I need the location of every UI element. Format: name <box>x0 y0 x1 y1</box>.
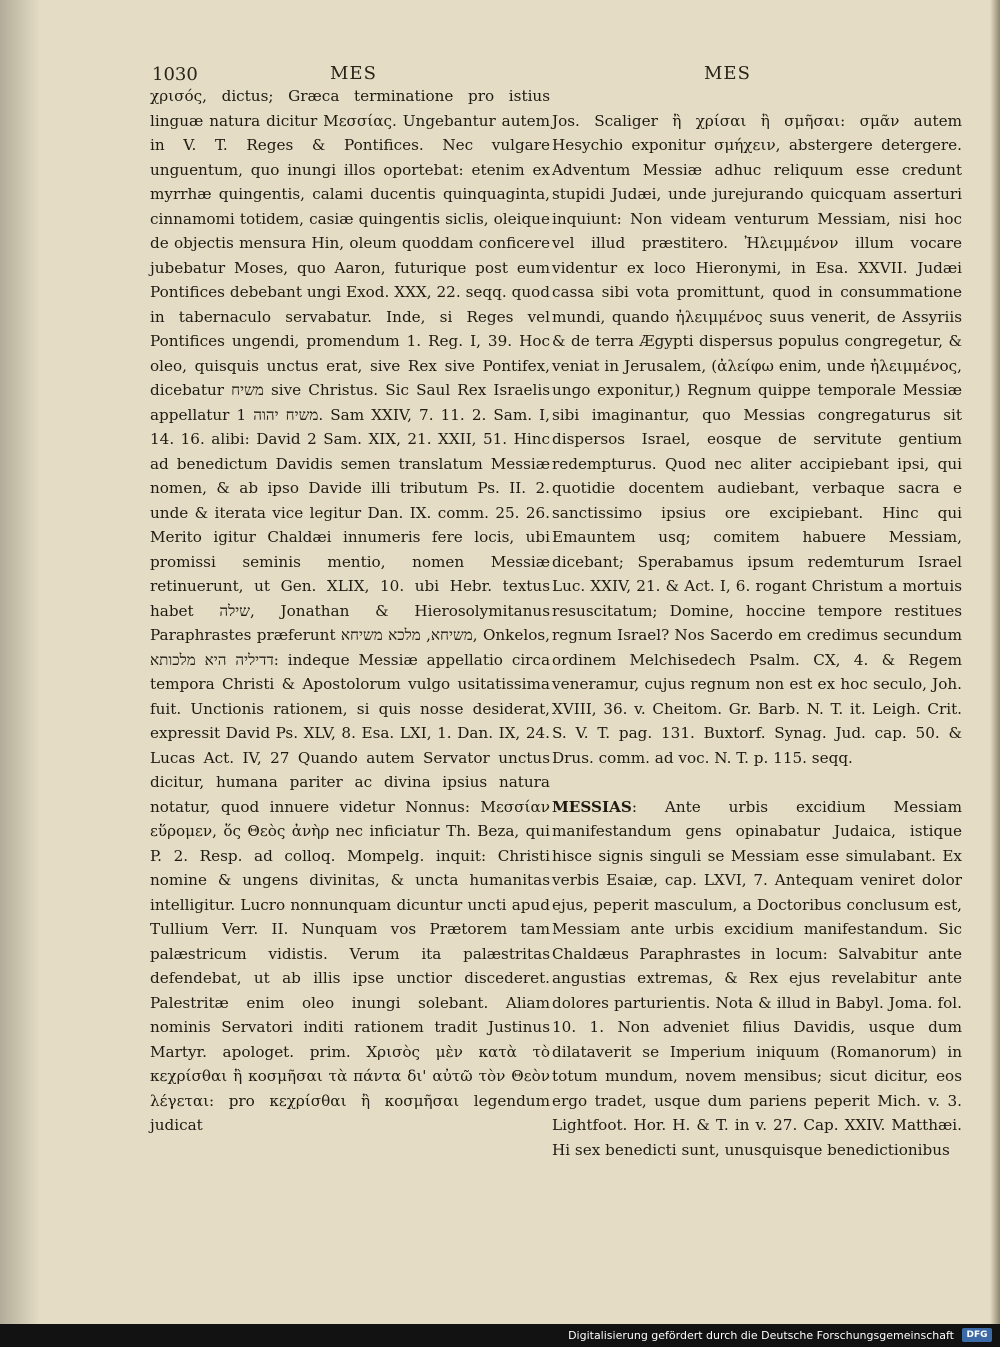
messias-entry <box>552 795 962 1163</box>
page-number: 1030 <box>152 64 198 85</box>
footer-credit-text: Digitalisierung gefördert durch die Deutsche Forschungsgemeinschaft <box>568 1329 954 1342</box>
right-column <box>552 84 962 1187</box>
sheet-edge <box>990 0 1000 1324</box>
dfg-logo: DFG <box>962 1328 992 1342</box>
digitization-footer <box>0 1324 1000 1347</box>
running-head-left: MES <box>330 63 377 84</box>
gutter-shadow <box>0 0 40 1324</box>
running-head-right: MES <box>704 63 751 84</box>
right-column-text-bottom: : Ante urbis excidium Messiam manifestandum gens opinabatur Judaica, istique hisce signis singuli se Messiam esse simulabant. Ex verbis Esaiæ, cap. LXVI, 7. Antequam veniret dolor ejus, peperit masculum, a Doctoribus conclusum est, Messiam ante urbis excidium manifestandum. Sic Chaldæus Paraphrastes in locum: Salvabitur ante angustias extremas, & Rex ejus revelabitur ante dolores parturientis. Nota & illud in Babyl. Joma. fol. 10. 1. Non adveniet filius Davidis, usque dum dilataverit se Imperium iniquum (Romanorum) in totum mundum, novem mensibus; sicut dicitur, eos ergo tradet, usque dum pariens peperit Mich. v. 3. Lightfoot. Hor. H. & T. in v. 27. Cap. XXIV. Matthæi. Hi sex benedicti sunt, unusquisque benedictionibus <box>552 797 962 1159</box>
left-column-text: χρισός, dictus; Græca terminatione pro istius linguæ natura dicitur Μεσσίας. Ungebantur autem in V. T. Reges & Pontifices. Nec vulgare unguentum, quo inungi illos oportebat: etenim ex myrrhæ quingentis, calami ducentis quinquaginta, cinnamomi totidem, casiæ quingentis siclis, oleique de objectis mensura Hin, oleum quoddam conficere jubebatur Moses, quo Aaron, futurique post eum Pontifices debebant ungi Exod. XXX, 22. seqq. quod in tabernaculo servabatur. Inde, si Reges vel Pontifices ungendi, promendum 1. Reg. I, 39. Hoc oleo, quisquis unctus erat, sive Rex sive Pontifex, dicebatur משיח sive Christus. Sic Saul Rex Israelis appellatur משיח יהוה 1. Sam XXIV, 7. 11. 2. Sam. I, 14. 16. alibi: David 2 Sam. XIX, 21. XXII, 51. Hinc ad benedictum Davidis semen translatum Messiæ nomen, & ab ipso Davide illi tributum Ps. II. 2. unde & iterata vice legitur Dan. IX. comm. 25. 26. Merito igitur Chaldæi innumeris fere locis, ubi promissi seminis mentio, nomen Messiæ retinuerunt, ut Gen. XLIX, 10. ubi Hebr. textus habet שילה, Jonathan & Hierosolymitanus Paraphrastes præferunt משיחא, מלכא משיחא, Onkelos, דדיליה היא מלכותא: indeque Messiæ appellatio circa tempora Christi & Apostolorum vulgo usitatissima fuit. Unctionis rationem, si quis nosse desiderat, expressit David Ps. XLV, 8. Esa. LXI, 1. Dan. IX, 24. Lucas Act. IV, 27 Quando autem Servator unctus dicitur, humana pariter ac divina ipsius natura notatur, quod innuere videtur Nonnus: Μεσσίαν εὕρομεν, ὅς Θεὸς ἀνὴρ nec inficiatur Th. Beza, qui P. 2. Resp. ad colloq. Mompelg. inquit: Christi nomine & ungens divinitas, & uncta humanitas intelligitur. Lucro nonnunquam dicuntur uncti apud Tullium Verr. II. Nunquam vos Prætorem tam palæstricum vidistis. Verum ita palæstritas defendebat, ut ab illis ipse unctior discederet. Palestritæ enim oleo inungi solebant. Aliam nominis Servatori inditi rationem tradit Justinus Martyr. apologet. prim. Χρισὸς μὲν κατὰ τὸ κεχρίσθαι ἢ κοσμῆσαι τὰ πάντα δι' αὐτῶ τὸν Θεὸν λέγεται: pro κεχρίσθαι ἢ κοσμῆσαι legendum judicat <box>150 87 550 1134</box>
right-column-text-top: Jos. Scaliger ἢ χρίσαι ἢ σμῆσαι: σμᾶν autem Hesychio exponitur σμήχειν, abstergere detergere. Adventum Messiæ adhuc reliquum esse credunt stupidi Judæi, unde jurejurando quicquam asserturi inquiunt: Non videam venturum Messiam, nisi hoc vel illud præstitero. Ἠλειμμένον illum vocare videntur ex loco Hieronymi, in Esa. XXVII. Judæi cassa sibi vota promittunt, quod in consummatione mundi, quando ἠλειμμένος suus venerit, de Assyriis & de terra Ægypti dispersus populus congregetur, & veniat in Jerusalem, (ἀλείφω enim, unde ἠλειμμένος, ungo exponitur,) Regnum quippe temporale Messiæ sibi imaginantur, quo Messias congregaturus sit dispersos Israel, eosque de servitute gentium redempturus. Quod nec aliter accipiebant ipsi, qui quotidie docentem audiebant, verbaque sacra e sanctissimo ipsius ore excipiebant. Hinc qui Emauntem usq; comitem habuere Messiam, dicebant; Sperabamus ipsum redemturum Israel Luc. XXIV, 21. & Act. I, 6. rogant Christum a mortuis resuscitatum; Domine, hoccine tempore restitues regnum Israel? Nos Sacerdo em credimus secundum ordinem Melchisedech Psalm. CX, 4. & Regem veneramur, cujus regnum non est ex hoc seculo, Joh. XVIII, 36. v. Cheitom. Gr. Barb. N. T. it. Leigh. Crit. S. V. T. pag. 131. Buxtorf. Synag. Jud. cap. 50. & Drus. comm. ad voc. N. T. p. 115. seqq. <box>552 111 962 767</box>
entry-heading-messias: MESSIAS <box>552 797 632 816</box>
